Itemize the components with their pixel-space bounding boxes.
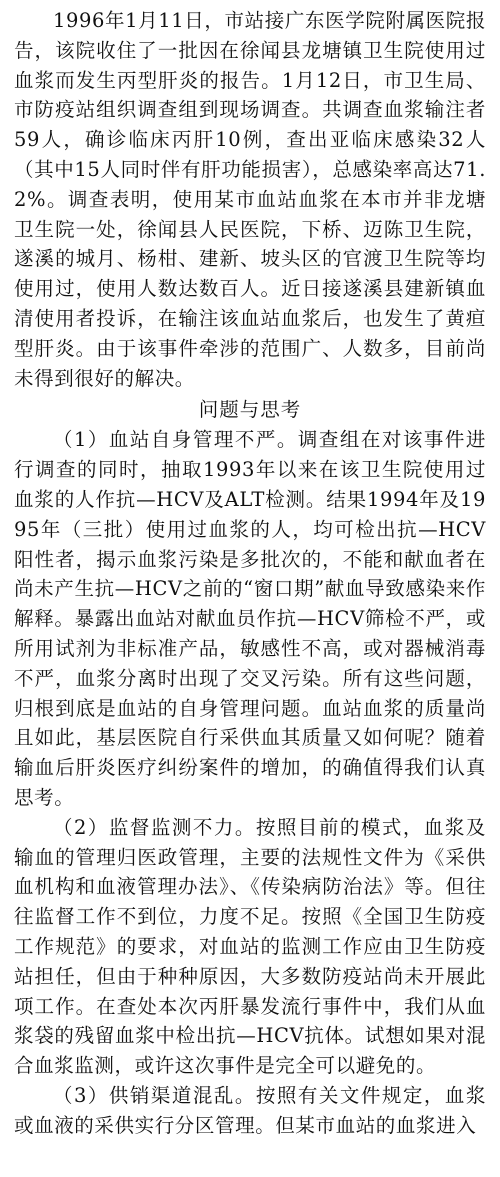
point-1-paragraph: （1）血站自身管理不严。调查组在对该事件进行调查的同时，抽取1993年以来在该卫生院使用过血浆的人作抗—HCV及ALT检测。结果1994年及1995年（三批）使用过血浆的人，均可检出抗—HCV阳性者，揭示血浆污染是多批次的，不能和献血者在尚未产生抗—HCV之前的“窗口期”献血导致感染来作解释。暴露出血站对献血员作抗—HCV筛检不严，或所用试剂为非标准产品，敏感性不高，或对器械消毒不严，血浆分离时出现了交叉污染。所有这些问题，归根到底是血站的自身管理问题。血站血浆的质量尚且如此，基层医院自行采供血其质量又如何呢？随着输血后肝炎医疗纠纷案件的增加，的确值得我们认真思考。 [14,428,486,809]
point-2-paragraph: （2）监督监测不力。按照目前的模式，血浆及输血的管理归医政管理，主要的法规性文件为《采供血机构和血液管理办法》、《传染病防治法》等。但往往监督工作不到位，力度不足。按照《全国卫生防疫工作规范》的要求，对血站的监测工作应由卫生防疫站担任，但由于种种原因，大多数防疫站尚未开展此项工作。在查处本次丙肝暴发流行事件中，我们从血浆袋的残留血浆中检出抗—HCV抗体。试想如果对混合血浆监测，或许这次事件是完全可以避免的。 [14,815,486,1078]
section-heading: 问题与思考 [198,398,302,422]
intro-paragraph: 1996年1月11日，市站接广东医学院附属医院报告，该院收住了一批因在徐闻县龙塘镇卫生院使用过血浆而发生丙型肝炎的报告。1月12日，市卫生局、市防疫站组织调查组到现场调查。共调查血浆输注者59人，确诊临床丙肝10例，查出亚临床感染32人（其中15人同时伴有肝功能损害），总感染率高达71.2%。调查表明，使用某市血站血浆在本市并非龙塘卫生院一处，徐闻县人民医院，下桥、迈陈卫生院，遂溪的城月、杨柑、建新、坡头区的官渡卫生院等均使用过，使用人数达数百人。近日接遂溪县建新镇血清使用者投诉，在输注该血站血浆后，也发生了黄疸型肝炎。由于该事件牵涉的范围广、人数多，目前尚未得到很好的解决。 [14,9,486,390]
point-3-paragraph: （3）供销渠道混乱。按照有关文件规定，血浆或血液的采供实行分区管理。但某市血站的血浆进入 [14,1083,486,1137]
